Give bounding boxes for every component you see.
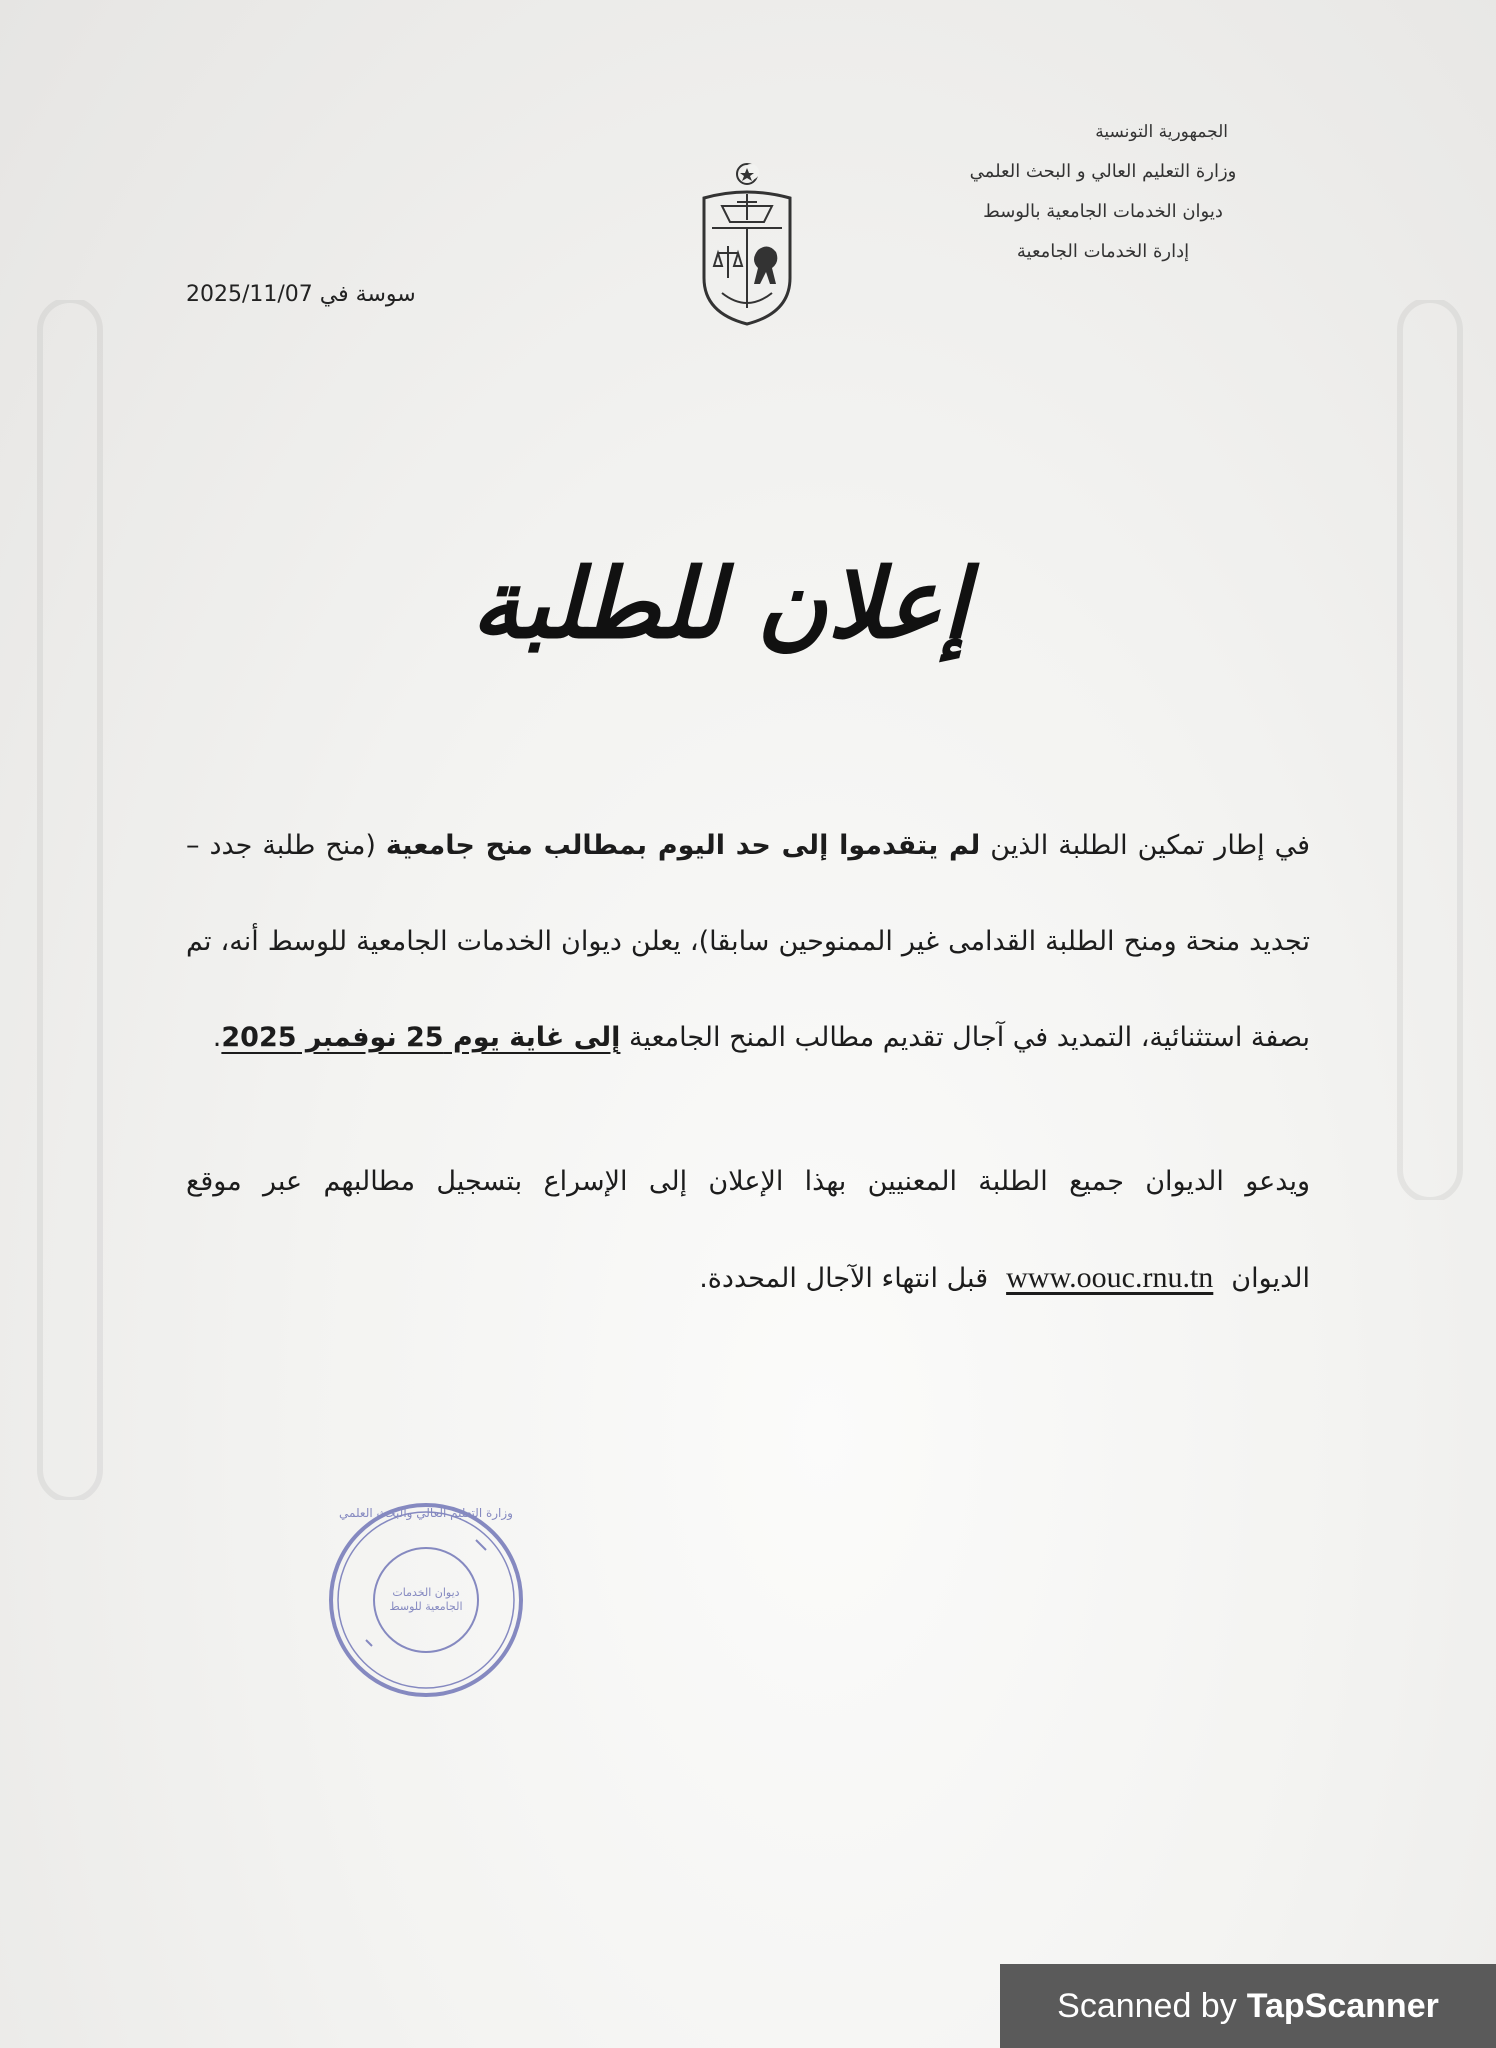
letterhead-department: إدارة الخدمات الجامعية [1016,241,1190,262]
stamp-text [326,1500,526,1700]
p2-intro: ويدعو الديوان جميع الطلبة المعنيين بهذا الإعلان إلى الإسراع بتسجيل مطالبهم عبر موقع الديوان [186,1166,1310,1294]
paragraph-2 [186,1134,1310,1327]
letterhead [938,112,1268,272]
scanner-watermark [1000,1964,1496,2048]
p1-bold-phrase: لم يتقدموا إلى حد اليوم بمطالب منح جامعية [385,830,981,861]
p1-deadline: إلى غاية يوم 25 نوفمبر 2025 [221,1022,621,1053]
announcement-body [186,798,1310,1327]
p1-intro: في إطار تمكين الطلبة الذين [980,830,1310,861]
letterhead-office: ديوان الخدمات الجامعية بالوسط [983,201,1223,222]
p2-end: قبل انتهاء الآجال المحددة. [699,1263,989,1294]
p1-middle: (منح طلبة جدد – تجديد منحة ومنح الطلبة القدامى غير الممنوحين سابقا)، يعلن ديوان الخدمات الجامعية للوسط أنه، تم بصفة استثنائية، التمديد في آجال تقديم مطالب المنح الجامعية [186,830,1310,1053]
paragraph-1 [186,798,1310,1086]
p1-end: . [212,1022,222,1053]
letterhead-ministry: وزارة التعليم العالي و البحث العلمي [969,161,1237,182]
announcement-title: إعلان للطلبة [471,548,969,660]
background-watermark-left [20,300,140,1500]
background-watermark-right [1380,300,1480,1200]
stamp-outer-text: وزارة التعليم العالي والبحث العلمي [339,1506,513,1520]
letterhead-republic: الجمهورية التونسية [1095,122,1228,142]
official-stamp [326,1500,526,1700]
stamp-inner-text: ديوان الخدمات الجامعية للوسط [389,1586,463,1613]
tunisia-coat-of-arms-icon [692,158,802,328]
watermark-brand: TapScanner [1246,1986,1439,2025]
website-link[interactable]: www.oouc.rnu.tn [1006,1261,1214,1294]
document-date: سوسة في 2025/11/07 [186,282,416,307]
watermark-prefix: Scanned by [1057,1986,1237,2025]
